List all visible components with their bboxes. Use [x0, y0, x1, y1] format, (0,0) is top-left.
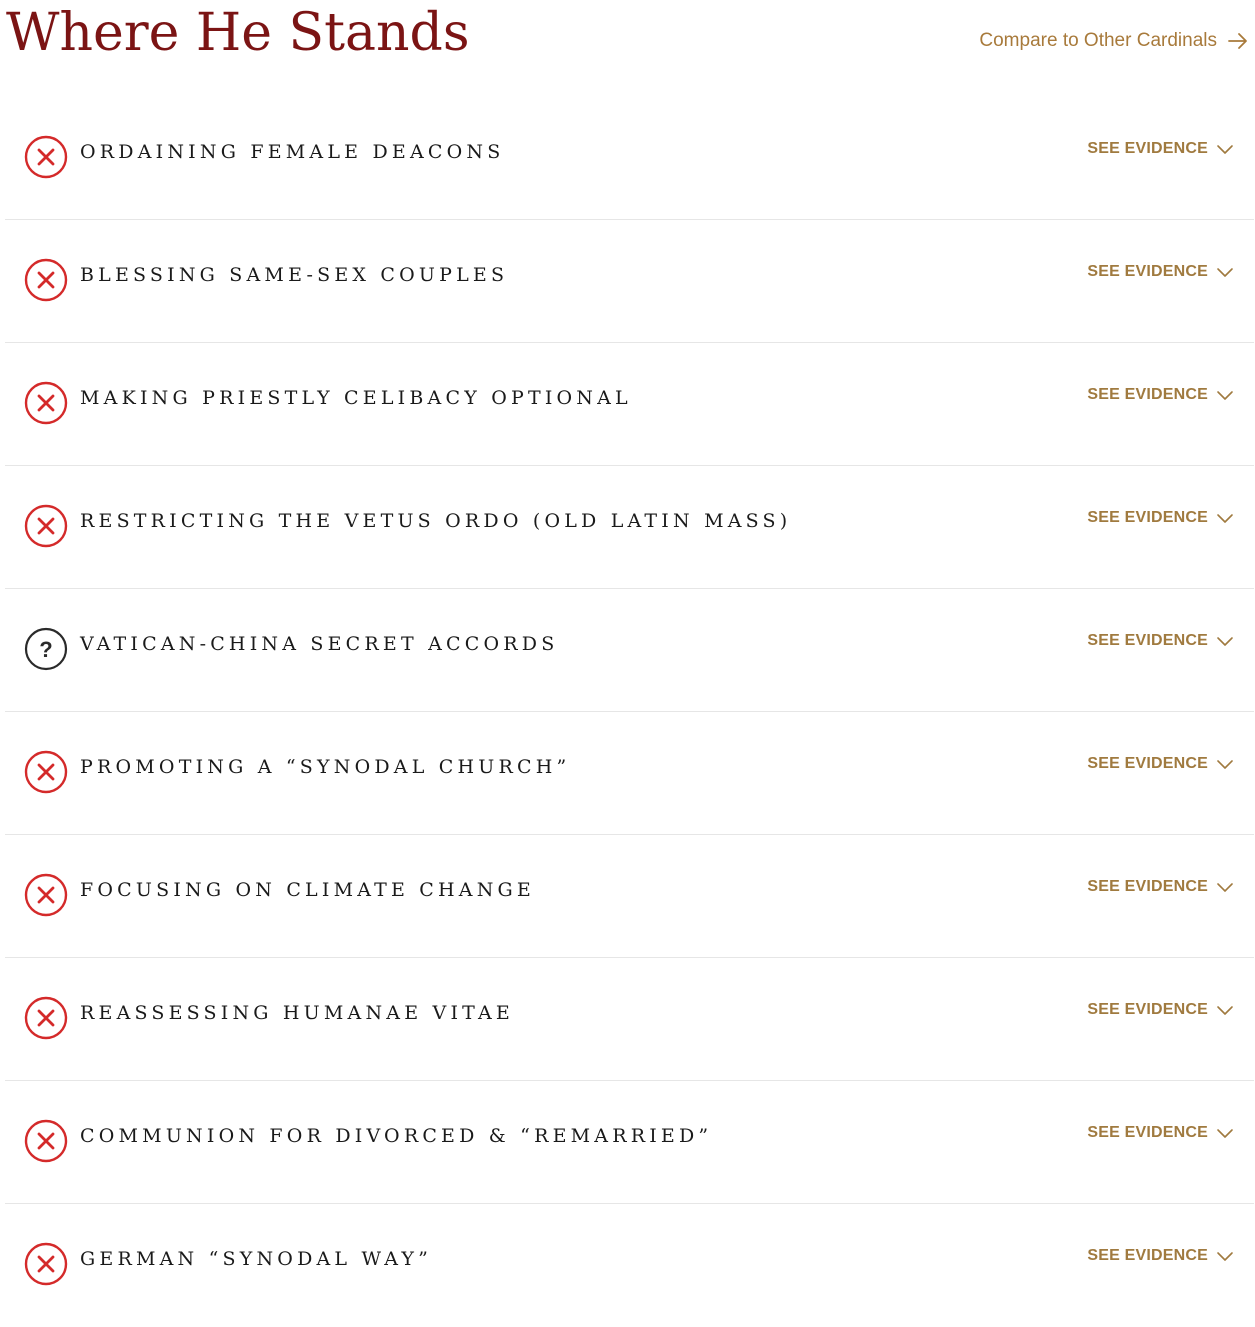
see-evidence-button[interactable]: [1087, 752, 1234, 776]
question-icon: [24, 627, 68, 671]
see-evidence-button[interactable]: [1087, 1244, 1234, 1268]
issue-row[interactable]: [5, 220, 1254, 343]
see-evidence-button[interactable]: [1087, 1121, 1234, 1145]
chevron-down-icon: [1216, 1247, 1234, 1265]
see-evidence-label: SEE EVIDENCE: [1087, 755, 1208, 772]
see-evidence-label: SEE EVIDENCE: [1087, 1247, 1208, 1264]
issue-row[interactable]: [5, 958, 1254, 1081]
issue-title: BLESSING SAME-SEX COUPLES: [80, 264, 509, 286]
see-evidence-button[interactable]: [1087, 875, 1234, 899]
see-evidence-label: SEE EVIDENCE: [1087, 509, 1208, 526]
see-evidence-label: SEE EVIDENCE: [1087, 632, 1208, 649]
svg-text:?: ?: [39, 637, 53, 662]
issue-row[interactable]: [5, 466, 1254, 589]
x-icon: [24, 1242, 68, 1286]
issue-title: REASSESSING HUMANAE VITAE: [80, 1002, 514, 1024]
issue-row[interactable]: [5, 712, 1254, 835]
see-evidence-button[interactable]: [1087, 506, 1234, 530]
x-icon: [24, 873, 68, 917]
compare-link-label: Compare to Other Cardinals: [979, 30, 1217, 51]
issue-title: RESTRICTING THE VETUS ORDO (OLD LATIN MASS): [80, 510, 792, 532]
see-evidence-label: SEE EVIDENCE: [1087, 878, 1208, 895]
compare-cardinals-link[interactable]: [979, 28, 1249, 54]
issue-list: [5, 97, 1254, 1327]
chevron-down-icon: [1216, 386, 1234, 404]
issue-title: VATICAN-CHINA SECRET ACCORDS: [80, 633, 559, 655]
see-evidence-button[interactable]: [1087, 629, 1234, 653]
x-icon: [24, 996, 68, 1040]
see-evidence-button[interactable]: [1087, 260, 1234, 284]
issue-title: MAKING PRIESTLY CELIBACY OPTIONAL: [80, 387, 632, 409]
issue-title: PROMOTING A “SYNODAL CHURCH”: [80, 756, 571, 778]
see-evidence-button[interactable]: [1087, 137, 1234, 161]
issue-row[interactable]: [5, 1204, 1254, 1327]
see-evidence-label: SEE EVIDENCE: [1087, 263, 1208, 280]
issue-row[interactable]: [5, 1081, 1254, 1204]
issue-title: ORDAINING FEMALE DEACONS: [80, 141, 505, 163]
see-evidence-label: SEE EVIDENCE: [1087, 386, 1208, 403]
see-evidence-button[interactable]: [1087, 998, 1234, 1022]
issue-row[interactable]: [5, 343, 1254, 466]
issue-title: COMMUNION FOR DIVORCED & “REMARRIED”: [80, 1125, 713, 1147]
chevron-down-icon: [1216, 1124, 1234, 1142]
chevron-down-icon: [1216, 878, 1234, 896]
x-icon: [24, 258, 68, 302]
chevron-down-icon: [1216, 755, 1234, 773]
x-icon: [24, 381, 68, 425]
see-evidence-label: SEE EVIDENCE: [1087, 1124, 1208, 1141]
issue-title: FOCUSING ON CLIMATE CHANGE: [80, 879, 535, 901]
chevron-down-icon: [1216, 140, 1234, 158]
chevron-down-icon: [1216, 1001, 1234, 1019]
x-icon: [24, 750, 68, 794]
x-icon: [24, 135, 68, 179]
issue-row[interactable]: [5, 589, 1254, 712]
x-icon: [24, 504, 68, 548]
issue-row[interactable]: [5, 835, 1254, 958]
see-evidence-label: SEE EVIDENCE: [1087, 140, 1208, 157]
see-evidence-button[interactable]: [1087, 383, 1234, 407]
page-header: [0, 0, 1255, 80]
page-title: Where He Stands: [6, 3, 470, 63]
issue-title: GERMAN “SYNODAL WAY”: [80, 1248, 433, 1270]
issue-row[interactable]: [5, 97, 1254, 220]
see-evidence-label: SEE EVIDENCE: [1087, 1001, 1208, 1018]
arrow-right-icon: [1227, 30, 1249, 52]
chevron-down-icon: [1216, 263, 1234, 281]
x-icon: [24, 1119, 68, 1163]
chevron-down-icon: [1216, 509, 1234, 527]
chevron-down-icon: [1216, 632, 1234, 650]
